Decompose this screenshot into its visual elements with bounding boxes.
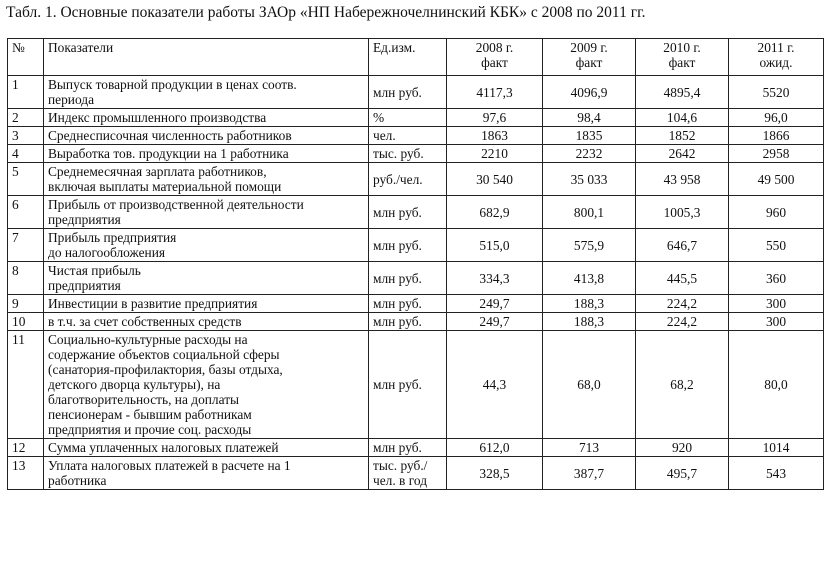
cell-2011: 1014	[729, 439, 824, 457]
cell-2010: 224,2	[636, 295, 729, 313]
cell-num: 2	[8, 109, 44, 127]
table-row	[8, 145, 824, 163]
cell-indicator: Индекс промышленного производства	[44, 109, 369, 127]
header-2008: 2008 г. факт	[447, 39, 543, 76]
cell-2009: 188,3	[543, 313, 636, 331]
cell-2009: 98,4	[543, 109, 636, 127]
table-title: Табл. 1. Основные показатели работы ЗАОр «НП Набережночелнинский КБК» с 2008 по 2011 гг.	[6, 4, 646, 21]
cell-2011: 550	[729, 229, 824, 262]
cell-2011: 300	[729, 295, 824, 313]
cell-2009: 188,3	[543, 295, 636, 313]
cell-2008: 4117,3	[447, 76, 543, 109]
cell-num: 10	[8, 313, 44, 331]
header-row	[8, 39, 824, 76]
cell-indicator: Социально-культурные расходы на содержание объектов социальной сферы (санатория-профилактория, базы отдыха, детского дворца культуры), на благотворительность, на доплаты пенсионерам - бывшим работникам предприятия и прочие соц. расходы	[44, 331, 369, 439]
cell-2009: 2232	[543, 145, 636, 163]
table-row	[8, 331, 824, 439]
cell-2009: 4096,9	[543, 76, 636, 109]
cell-indicator: Уплата налоговых платежей в расчете на 1 работника	[44, 457, 369, 490]
cell-unit: млн руб.	[369, 313, 447, 331]
cell-2009: 575,9	[543, 229, 636, 262]
cell-2008: 612,0	[447, 439, 543, 457]
cell-num: 5	[8, 163, 44, 196]
cell-2008: 249,7	[447, 313, 543, 331]
cell-unit: млн руб.	[369, 331, 447, 439]
cell-2011: 80,0	[729, 331, 824, 439]
cell-2011: 300	[729, 313, 824, 331]
cell-unit: млн руб.	[369, 229, 447, 262]
table-row	[8, 229, 824, 262]
cell-indicator: Инвестиции в развитие предприятия	[44, 295, 369, 313]
cell-indicator: Сумма уплаченных налоговых платежей	[44, 439, 369, 457]
cell-2010: 104,6	[636, 109, 729, 127]
cell-unit: млн руб.	[369, 196, 447, 229]
cell-unit: руб./чел.	[369, 163, 447, 196]
cell-unit: млн руб.	[369, 262, 447, 295]
table-row	[8, 313, 824, 331]
cell-2009: 800,1	[543, 196, 636, 229]
table-row	[8, 457, 824, 490]
cell-2008: 682,9	[447, 196, 543, 229]
cell-2008: 328,5	[447, 457, 543, 490]
cell-2008: 30 540	[447, 163, 543, 196]
cell-2011: 960	[729, 196, 824, 229]
table-row	[8, 109, 824, 127]
cell-indicator: Чистая прибыль предприятия	[44, 262, 369, 295]
cell-indicator: Выпуск товарной продукции в ценах соотв. периода	[44, 76, 369, 109]
cell-2011: 96,0	[729, 109, 824, 127]
header-2011: 2011 г. ожид.	[729, 39, 824, 76]
cell-2010: 920	[636, 439, 729, 457]
header-unit: Ед.изм.	[369, 39, 447, 76]
cell-2009: 35 033	[543, 163, 636, 196]
cell-unit: чел.	[369, 127, 447, 145]
cell-num: 6	[8, 196, 44, 229]
cell-unit: млн руб.	[369, 439, 447, 457]
cell-indicator: Прибыль предприятия до налогообложения	[44, 229, 369, 262]
cell-2011: 49 500	[729, 163, 824, 196]
cell-unit: млн руб.	[369, 76, 447, 109]
cell-2010: 224,2	[636, 313, 729, 331]
table-row	[8, 262, 824, 295]
cell-2010: 4895,4	[636, 76, 729, 109]
cell-2011: 5520	[729, 76, 824, 109]
cell-2010: 68,2	[636, 331, 729, 439]
cell-num: 7	[8, 229, 44, 262]
table-row	[8, 127, 824, 145]
cell-unit: млн руб.	[369, 295, 447, 313]
cell-2010: 2642	[636, 145, 729, 163]
cell-2009: 68,0	[543, 331, 636, 439]
cell-2008: 2210	[447, 145, 543, 163]
cell-2008: 44,3	[447, 331, 543, 439]
table-row	[8, 196, 824, 229]
cell-2009: 413,8	[543, 262, 636, 295]
cell-unit: тыс. руб.	[369, 145, 447, 163]
cell-2008: 249,7	[447, 295, 543, 313]
cell-2011: 543	[729, 457, 824, 490]
cell-2009: 387,7	[543, 457, 636, 490]
cell-num: 11	[8, 331, 44, 439]
cell-2010: 1005,3	[636, 196, 729, 229]
table-body	[8, 76, 824, 490]
cell-2011: 2958	[729, 145, 824, 163]
cell-indicator: Прибыль от производственной деятельности предприятия	[44, 196, 369, 229]
cell-2010: 646,7	[636, 229, 729, 262]
table-row	[8, 439, 824, 457]
header-2010: 2010 г. факт	[636, 39, 729, 76]
cell-2010: 1852	[636, 127, 729, 145]
cell-unit: %	[369, 109, 447, 127]
table-row	[8, 295, 824, 313]
cell-2010: 445,5	[636, 262, 729, 295]
cell-2011: 1866	[729, 127, 824, 145]
cell-indicator: Среднесписочная численность работников	[44, 127, 369, 145]
table-row	[8, 163, 824, 196]
cell-num: 1	[8, 76, 44, 109]
cell-indicator: Выработка тов. продукции на 1 работника	[44, 145, 369, 163]
cell-2011: 360	[729, 262, 824, 295]
cell-indicator: Среднемесячная зарплата работников, включая выплаты материальной помощи	[44, 163, 369, 196]
cell-num: 4	[8, 145, 44, 163]
cell-2009: 713	[543, 439, 636, 457]
cell-2010: 43 958	[636, 163, 729, 196]
header-num: №	[8, 39, 44, 76]
cell-2008: 515,0	[447, 229, 543, 262]
cell-2008: 97,6	[447, 109, 543, 127]
cell-2009: 1835	[543, 127, 636, 145]
cell-num: 8	[8, 262, 44, 295]
cell-2008: 1863	[447, 127, 543, 145]
cell-indicator: в т.ч. за счет собственных средств	[44, 313, 369, 331]
cell-2010: 495,7	[636, 457, 729, 490]
header-2009: 2009 г. факт	[543, 39, 636, 76]
cell-2008: 334,3	[447, 262, 543, 295]
indicators-table	[7, 38, 824, 490]
cell-num: 3	[8, 127, 44, 145]
cell-num: 9	[8, 295, 44, 313]
cell-num: 12	[8, 439, 44, 457]
header-indicator: Показатели	[44, 39, 369, 76]
cell-num: 13	[8, 457, 44, 490]
table-row	[8, 76, 824, 109]
cell-unit: тыс. руб./ чел. в год	[369, 457, 447, 490]
